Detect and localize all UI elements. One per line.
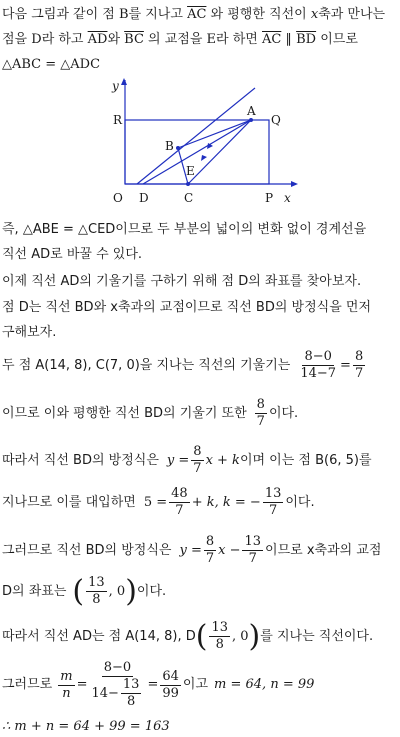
denominator: 7 [248, 551, 257, 566]
denominator: 8 [127, 694, 136, 709]
equation-lhs: 5 = [143, 494, 168, 510]
intro-line-3: △ABC = △ADC [2, 57, 101, 72]
line-ab [178, 120, 251, 148]
fraction [86, 575, 107, 608]
text: 이므로 x축과의 교점 [265, 542, 382, 558]
point-b-dot [176, 146, 180, 150]
text: 이므로 [316, 32, 358, 47]
body-line-9 [2, 349, 367, 382]
point-a-dot [249, 118, 253, 122]
segment-ad: $\overline{AD}$ [87, 32, 108, 47]
text: 지나므로 이를 대입하면 [2, 494, 136, 510]
body-line-14 [2, 575, 166, 608]
text: 이다. [136, 583, 167, 599]
var-x: x [310, 7, 319, 22]
body-line-16 [2, 660, 314, 710]
point-c-dot [186, 182, 190, 186]
denominator: 7 [268, 503, 278, 518]
equals: = [147, 677, 159, 692]
numerator: 13 [264, 486, 282, 501]
fraction [169, 486, 190, 519]
label-o: O [113, 191, 123, 205]
coordinate-y: , 0 [232, 628, 249, 644]
body-line-12 [2, 486, 315, 519]
fraction [204, 534, 216, 567]
fraction [298, 349, 338, 382]
text: 이므로 이와 평행한 직선 BD의 기울기 또한 [2, 405, 247, 421]
text: 점을 [2, 32, 32, 47]
text: 그러므로 [2, 677, 53, 692]
text: D의 좌표는 [2, 583, 67, 599]
body-line-11 [2, 444, 372, 477]
body-line-10 [2, 397, 298, 430]
fraction [209, 620, 230, 653]
equation-mid: + k, k = − [191, 494, 261, 510]
equation-mid: x − [218, 542, 241, 558]
complex-fraction [89, 660, 145, 710]
denominator: 99 [162, 685, 179, 701]
label-p: P [265, 191, 274, 205]
label-e: E [186, 164, 195, 178]
denominator: n [62, 685, 71, 701]
numerator: 64 [162, 668, 179, 684]
point-b: B [119, 7, 129, 22]
text: 의 교점을 [143, 32, 207, 47]
segment-ac: $\overline{AC}$ [262, 32, 282, 47]
line-bd [137, 88, 255, 184]
label-a: A [247, 104, 256, 118]
arrow-ac-icon [201, 155, 207, 161]
text: 따라서 직선 AD는 점 A(14, 8), D [2, 628, 196, 644]
equation-lhs: y = [166, 452, 190, 468]
text: 이며 이는 점 B(6, 5)를 [239, 452, 372, 468]
body-line-15 [2, 620, 373, 653]
parallel-symbol: ∥ [281, 32, 297, 47]
segment-ac: $\overline{AC}$ [187, 7, 207, 22]
denominator: 8 [92, 592, 101, 607]
right-paren: ) [125, 573, 137, 609]
text: 이다. [268, 405, 299, 421]
denominator: 8 [215, 637, 224, 652]
numerator: 8 [256, 397, 265, 412]
denominator: 7 [193, 461, 202, 476]
equation-rest: x + k [205, 452, 240, 468]
fraction [255, 397, 267, 430]
intro-line-1 [2, 6, 385, 24]
numerator: 8−0 [304, 349, 332, 364]
result: m = 64, n = 99 [214, 677, 315, 692]
x-axis-label: x [284, 191, 291, 205]
fraction [160, 669, 181, 702]
text: 와 평행한 직선이 [206, 7, 311, 22]
numerator: 8 [354, 349, 364, 364]
denominator: 7 [175, 503, 184, 518]
text: 따라서 직선 BD의 방정식은 [2, 452, 159, 468]
body-line-4: 즉, △ABE = △CED이므로 두 부분의 넓이의 변화 없이 경계선을 [2, 222, 367, 237]
fraction [263, 486, 284, 519]
fraction [58, 669, 74, 702]
left-paren: ( [72, 573, 85, 609]
body-line-7: 점 D는 직선 BD와 x축과의 교점이므로 직선 BD의 방정식을 먼저 [2, 300, 372, 315]
body-line-5: 직선 AD로 바꿀 수 있다. [2, 247, 143, 262]
numerator: 48 [171, 486, 188, 501]
text: 라 하면 [216, 32, 262, 47]
denominator: 14−7 [300, 366, 337, 381]
numerator: 13 [88, 575, 105, 590]
label-b: B [165, 139, 174, 153]
segment-bd: $\overline{BD}$ [296, 32, 317, 47]
right-paren: ) [248, 618, 261, 654]
x-arrow-icon [291, 181, 298, 187]
numerator: 13 [244, 534, 262, 549]
label-c: C [184, 191, 194, 205]
text: 14− [91, 685, 119, 701]
numerator: 13 [211, 620, 228, 635]
point-e: E [206, 32, 217, 47]
numerator: 13 [122, 677, 140, 692]
left-paren: ( [195, 618, 208, 654]
body-line-6: 이제 직선 AD의 기울기를 구하기 위해 점 D의 좌표를 찾아보자. [2, 274, 362, 289]
denominator: 7 [256, 414, 265, 429]
numerator: 8−0 [103, 660, 132, 675]
numerator: m [60, 668, 73, 684]
text: 이다. [285, 494, 315, 510]
label-d: D [139, 191, 149, 205]
coordinate-y: , 0 [108, 583, 126, 599]
coordinate-figure [110, 78, 300, 208]
fraction [121, 677, 142, 710]
fraction [353, 349, 365, 382]
equals: = [76, 677, 88, 692]
text: 이고 [182, 677, 209, 692]
text: 축과 만나는 [318, 7, 386, 22]
text: 를 지나는 직선이다. [260, 628, 374, 644]
equation-lhs: y = [179, 542, 202, 558]
text: 라 하고 [41, 32, 88, 47]
fraction [242, 534, 263, 567]
denominator: 7 [205, 551, 215, 566]
text: 를 지나고 [128, 7, 188, 22]
text: 와 [107, 32, 125, 47]
text: 다음 그림과 같이 점 [2, 7, 119, 22]
point-d: D [31, 32, 42, 47]
segment-bc: $\overline{BC}$ [124, 32, 144, 47]
body-line-8: 구해보자. [2, 325, 57, 340]
label-q: Q [271, 113, 281, 127]
text: 그러므로 직선 BD의 방정식은 [2, 542, 172, 558]
label-r: R [113, 113, 123, 127]
numerator: 8 [205, 534, 215, 549]
equals: = [340, 357, 351, 373]
text: 두 점 A(14, 8), C(7, 0)을 지나는 직선의 기울기는 [2, 357, 291, 373]
body-line-13 [2, 534, 381, 567]
y-axis-label: y [112, 79, 119, 93]
denominator [89, 677, 145, 710]
denominator: 7 [354, 366, 364, 381]
y-arrow-icon [121, 78, 127, 85]
intro-line-2 [2, 31, 358, 49]
body-line-17: ∴ m + n = 64 + 99 = 163 [2, 719, 170, 734]
numerator: 8 [193, 444, 202, 459]
fraction [191, 444, 203, 477]
